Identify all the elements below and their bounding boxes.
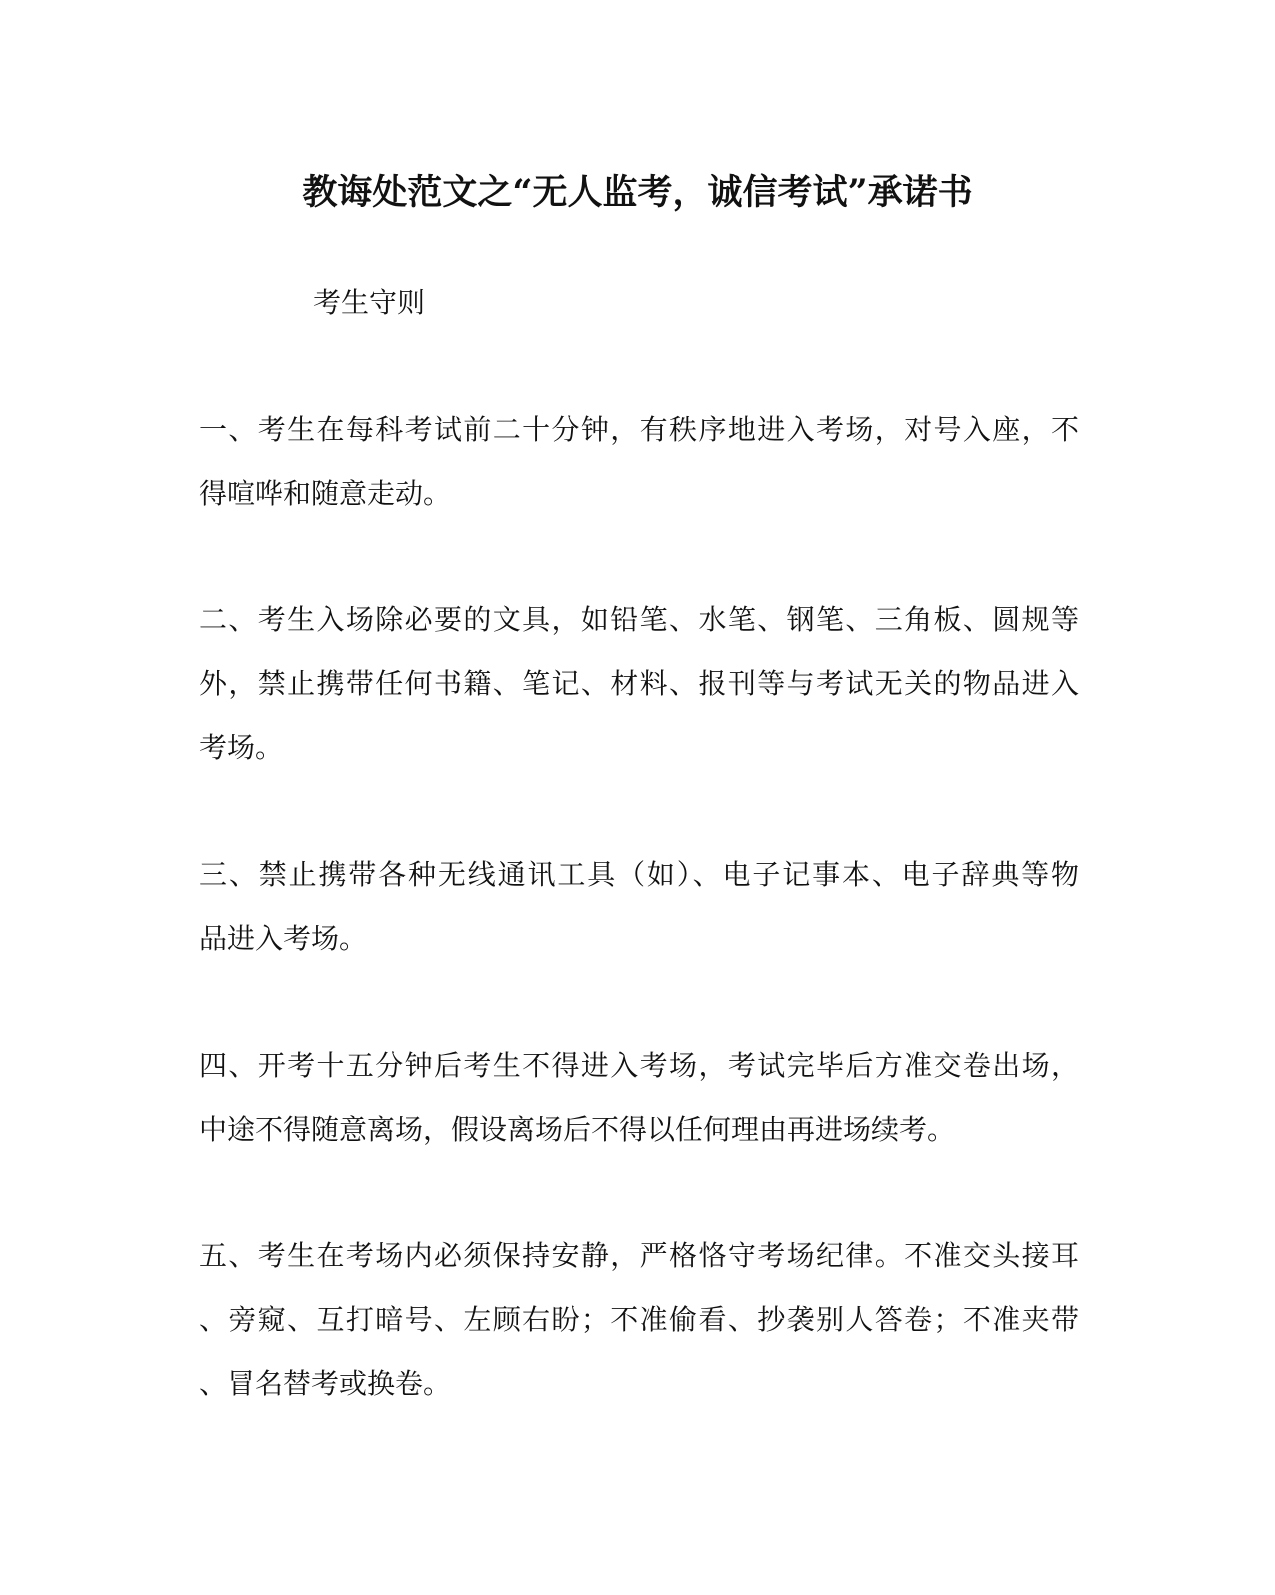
rule-line: 五、考生在考场内必须保持安静，严格恪守考场纪律。不准交头接耳 [199, 1239, 1079, 1272]
document-title: 教诲处范文之“无人监考，诚信考试”承诺书 [302, 172, 973, 213]
rule-line: 考场。 [199, 731, 284, 764]
rule-line: 得喧哗和随意走动。 [199, 477, 452, 510]
rule-line: 品进入考场。 [199, 922, 368, 955]
rule-line: 三、禁止携带各种无线通讯工具（如）、电子记事本、电子辞典等物 [199, 858, 1079, 891]
rule-paragraph-2 [199, 588, 1079, 780]
rule-line: 、冒名替考或换卷。 [199, 1367, 452, 1400]
section-heading: 考生守则 [313, 286, 426, 319]
rule-paragraph-5 [199, 1224, 1079, 1416]
rule-paragraph-4 [199, 1034, 1079, 1162]
rule-line: 外，禁止携带任何书籍、笔记、材料、报刊等与考试无关的物品进入 [199, 667, 1079, 700]
rule-line: 四、开考十五分钟后考生不得进入考场，考试完毕后方准交卷出场， [199, 1049, 1079, 1082]
rule-line: 、旁窥、互打暗号、左顾右盼；不准偷看、抄袭别人答卷；不准夹带 [199, 1303, 1079, 1336]
rule-line: 一、考生在每科考试前二十分钟，有秩序地进入考场，对号入座，不 [199, 413, 1079, 446]
rule-line: 中途不得随意离场，假设离场后不得以任何理由再进场续考。 [199, 1113, 956, 1146]
rule-paragraph-3 [199, 843, 1079, 971]
rule-paragraph-1 [199, 398, 1079, 526]
rule-line: 二、考生入场除必要的文具，如铅笔、水笔、钢笔、三角板、圆规等 [199, 603, 1079, 636]
